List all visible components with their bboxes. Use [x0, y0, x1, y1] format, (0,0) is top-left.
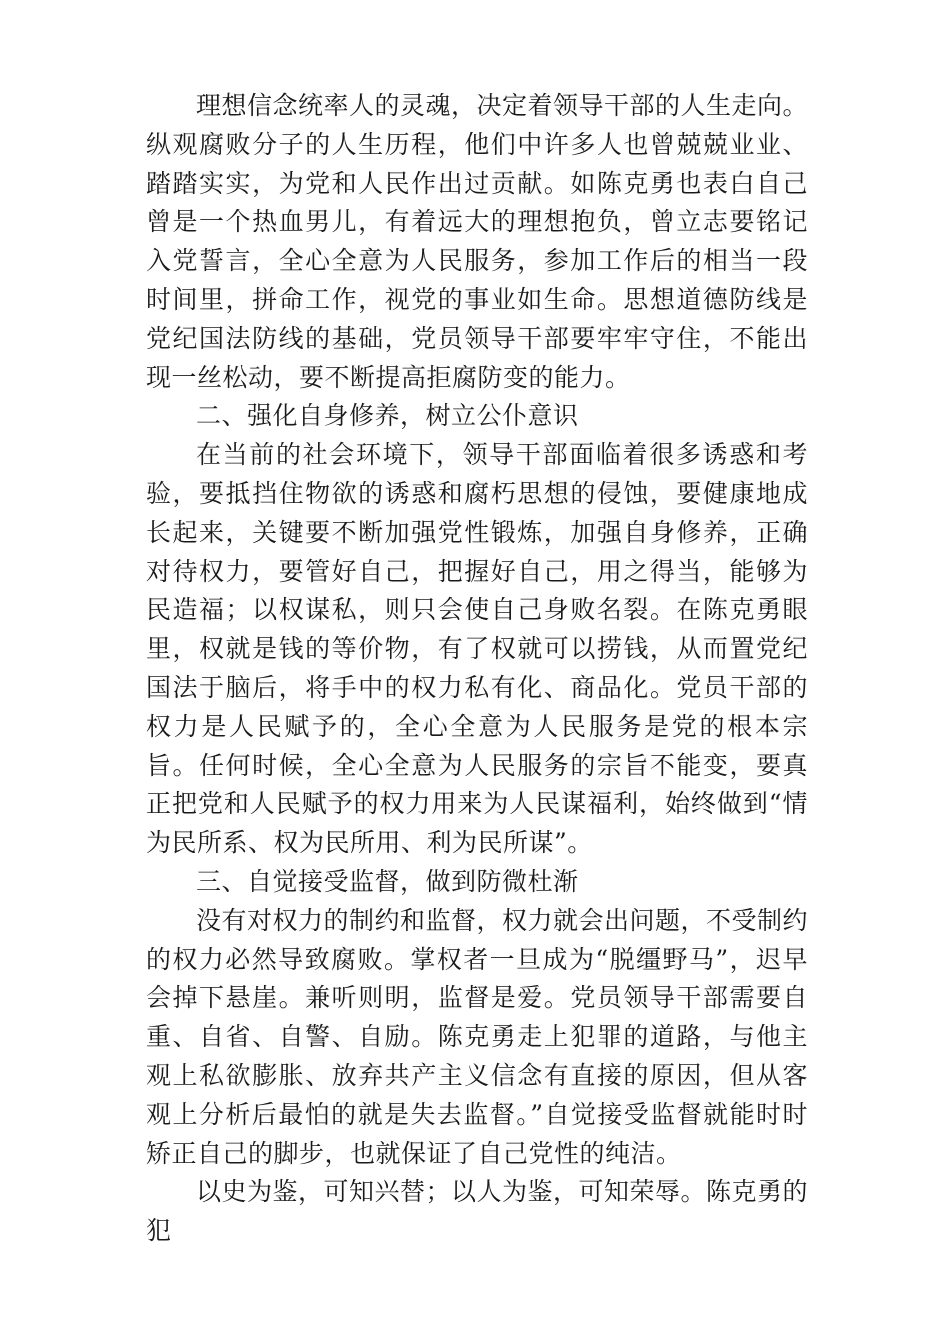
paragraph-history-lesson: 以史为鉴，可知兴替；以人为鉴，可知荣辱。陈克勇的犯 [146, 1177, 809, 1246]
section-heading-self-cultivation: 二、强化自身修养，树立公仆意识 [196, 401, 579, 431]
paragraph-ideals: 理想信念统率人的灵魂，决定着领导干部的人生走向。纵观腐败分子的人生历程，他们中许多人也曾兢兢业业、踏踏实实，为党和人民作出过贡献。如陈克勇也表白自己曾是一个热血男儿，有着远大的理想抱负，曾立志要铭记入党誓言，全心全意为人民服务，参加工作后的相当一段时间里，拼命工作，视党的事业如生命。思想道德防线是党纪国法防线的基础，党员领导干部要牢牢守住，不能出现一丝松动，要不断提高拒腐防变的能力。 [146, 91, 809, 392]
document-body [146, 87, 808, 1251]
section-heading-supervision: 三、自觉接受监督，做到防微杜渐 [196, 866, 579, 896]
paragraph-self-cultivation: 在当前的社会环境下，领导干部面临着很多诱惑和考验，要抵挡住物欲的诱惑和腐朽思想的侵蚀，要健康地成长起来，关键要不断加强党性锻炼，加强自身修养，正确对待权力，要管好自己，把握好自己，用之得当，能够为民造福；以权谋私，则只会使自己身败名裂。在陈克勇眼里，权就是钱的等价物，有了权就可以捞钱，从而置党纪国法于脑后，将手中的权力私有化、商品化。党员干部的权力是人民赋予的，全心全意为人民服务是党的根本宗旨。任何时候，全心全意为人民服务的宗旨不能变，要真正把党和人民赋予的权力用来为人民谋福利，始终做到“情为民所系、权为民所用、利为民所谋”。 [146, 440, 808, 858]
paragraph-supervision: 没有对权力的制约和监督，权力就会出问题，不受制约的权力必然导致腐败。掌权者一旦成为“脱缰野马”，迟早会掉下悬崖。兼听则明，监督是爱。党员领导干部需要自重、自省、自警、自励。陈克勇走上犯罪的道路，与他主观上私欲膨胀、放弃共产主义信念有直接的原因，但从客观上分析后最怕的就是失去监督。”自觉接受监督就能时时矫正自己的脚步，也就保证了自己党性的纯洁。 [146, 905, 809, 1168]
